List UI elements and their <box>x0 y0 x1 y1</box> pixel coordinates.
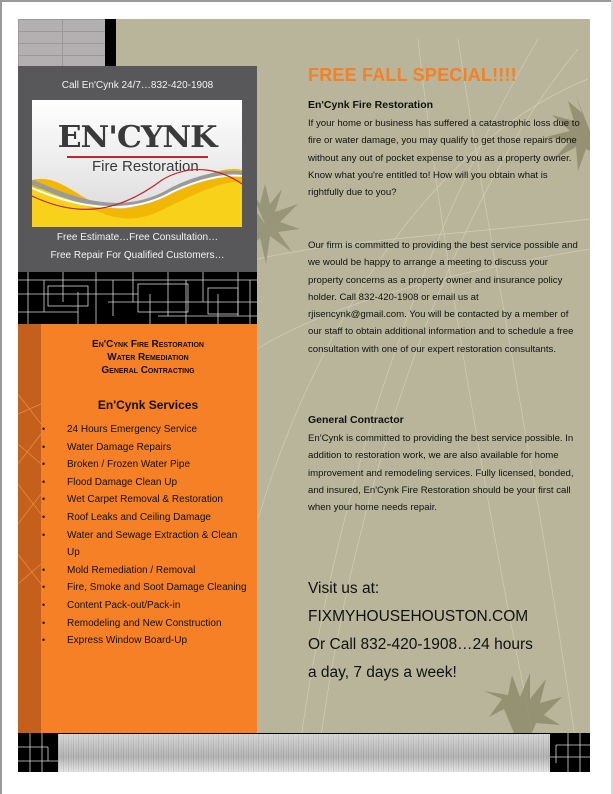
bullet-icon: • <box>42 617 46 628</box>
list-item <box>40 615 250 633</box>
visit-label: Visit us at: <box>308 580 380 597</box>
list-item <box>40 527 250 562</box>
intro-paragraph: If your home or business has suffered a catastrophic loss due to fire or water damage, you may qualify to get those repairs done without any out of pocket expense to you as a property owner. Know what you're entitled to! How will you obtain what is rightfully due to you? <box>308 118 580 199</box>
service-label: Flood Damage Clean Up <box>67 476 178 488</box>
section-title-general-contractor: General Contractor <box>308 414 404 426</box>
circuit-pattern-left <box>18 733 58 772</box>
division-fire: En'Cynk Fire Restoration <box>92 339 204 350</box>
brushed-metal-texture <box>58 734 550 772</box>
contact-box <box>18 66 257 272</box>
bullet-icon: • <box>42 459 46 470</box>
division-contracting: General Contracting <box>101 365 195 376</box>
list-item <box>40 579 250 597</box>
list-item <box>40 597 250 615</box>
bullet-icon: • <box>42 564 46 575</box>
bullet-icon: • <box>42 635 46 646</box>
section-title-fire-restoration: En'Cynk Fire Restoration <box>308 99 434 111</box>
black-bar <box>105 19 116 66</box>
list-item <box>40 632 250 650</box>
company-logo <box>32 100 242 227</box>
service-label: Express Window Board-Up <box>67 635 188 647</box>
firm-paragraph: Our firm is committed to providing the best service possible and we would be happy to arrange a meeting to discuss your property concerns as a property owner and insurance policy holder. Call 832-420-1908 or email us at rjisencynk@gmail.com. You will be contacted by a member of our staff to obtain additional information and to schedule a free consultation with one of our expert restoration consultants. <box>308 240 578 355</box>
list-item <box>40 562 250 580</box>
orange-accent-strip <box>18 324 41 733</box>
logo-wave-graphic <box>32 160 242 227</box>
page-border-left <box>0 0 2 794</box>
service-label: 24 Hours Emergency Service <box>67 424 198 435</box>
list-item <box>40 456 250 474</box>
website-link[interactable]: FIXMYHOUSEHOUSTON.COM <box>308 608 529 625</box>
bullet-icon: • <box>42 494 46 505</box>
services-list <box>40 421 250 650</box>
bullet-icon: • <box>42 476 46 487</box>
service-label: Broken / Frozen Water Pipe <box>67 459 191 471</box>
list-item <box>40 491 250 509</box>
bullet-icon: • <box>42 582 46 593</box>
visit-us-block <box>308 575 583 687</box>
tagline-estimate: Free Estimate…Free Consultation… <box>56 232 219 243</box>
list-item <box>40 421 250 439</box>
service-label: Fire, Smoke and Soot Damage Cleaning <box>67 582 247 594</box>
tagline-repair: Free Repair For Qualified Customers… <box>50 250 225 261</box>
service-label: Water and Sewage Extraction & Clean Up <box>67 529 238 559</box>
service-label: Water Damage Repairs <box>67 441 172 453</box>
service-label: Roof Leaks and Ceiling Damage <box>67 511 211 523</box>
services-panel <box>18 324 257 733</box>
list-item <box>40 509 250 527</box>
circuit-pattern <box>18 272 257 324</box>
logo-title: EN'CYNK <box>57 120 217 155</box>
company-divisions <box>48 338 248 377</box>
footer-strip <box>18 733 590 772</box>
availability-info: a day, 7 days a week! <box>308 664 457 681</box>
circuit-pattern-right <box>550 733 590 772</box>
bullet-icon: • <box>42 424 46 434</box>
service-label: Wet Carpet Removal & Restoration <box>67 494 223 506</box>
bullet-icon: • <box>42 529 46 540</box>
logo-subtitle: Fire Restoration <box>92 158 199 175</box>
bullet-icon: • <box>42 599 46 610</box>
call-info: Or Call 832-420-1908…24 hours <box>308 636 533 653</box>
service-label: Remodeling and New Construction <box>67 617 222 629</box>
list-item <box>40 474 250 492</box>
brick-texture <box>18 19 105 66</box>
services-heading: En'Cynk Services <box>97 398 199 412</box>
flyer-page <box>18 19 590 772</box>
list-item <box>40 439 250 457</box>
page-border-top <box>0 0 613 2</box>
call-line: Call En'Cynk 24/7…832-420-1908 <box>61 80 214 91</box>
service-label: Content Pack-out/Pack-in <box>67 599 181 611</box>
bullet-icon: • <box>42 511 46 522</box>
service-label: Mold Remediation / Removal <box>67 564 196 576</box>
contractor-paragraph: En'Cynk is committed to providing the best service possible. In addition to restoration work, we are also available for home improvement and remodeling services. Fully licensed, bonded, and insured, En'Cynk Fire Restoration should be your first call when your home needs repair. <box>308 433 574 514</box>
headline: FREE FALL SPECIAL!!!! <box>308 65 517 85</box>
bullet-icon: • <box>42 441 46 452</box>
division-water: Water Remediation <box>107 352 189 363</box>
